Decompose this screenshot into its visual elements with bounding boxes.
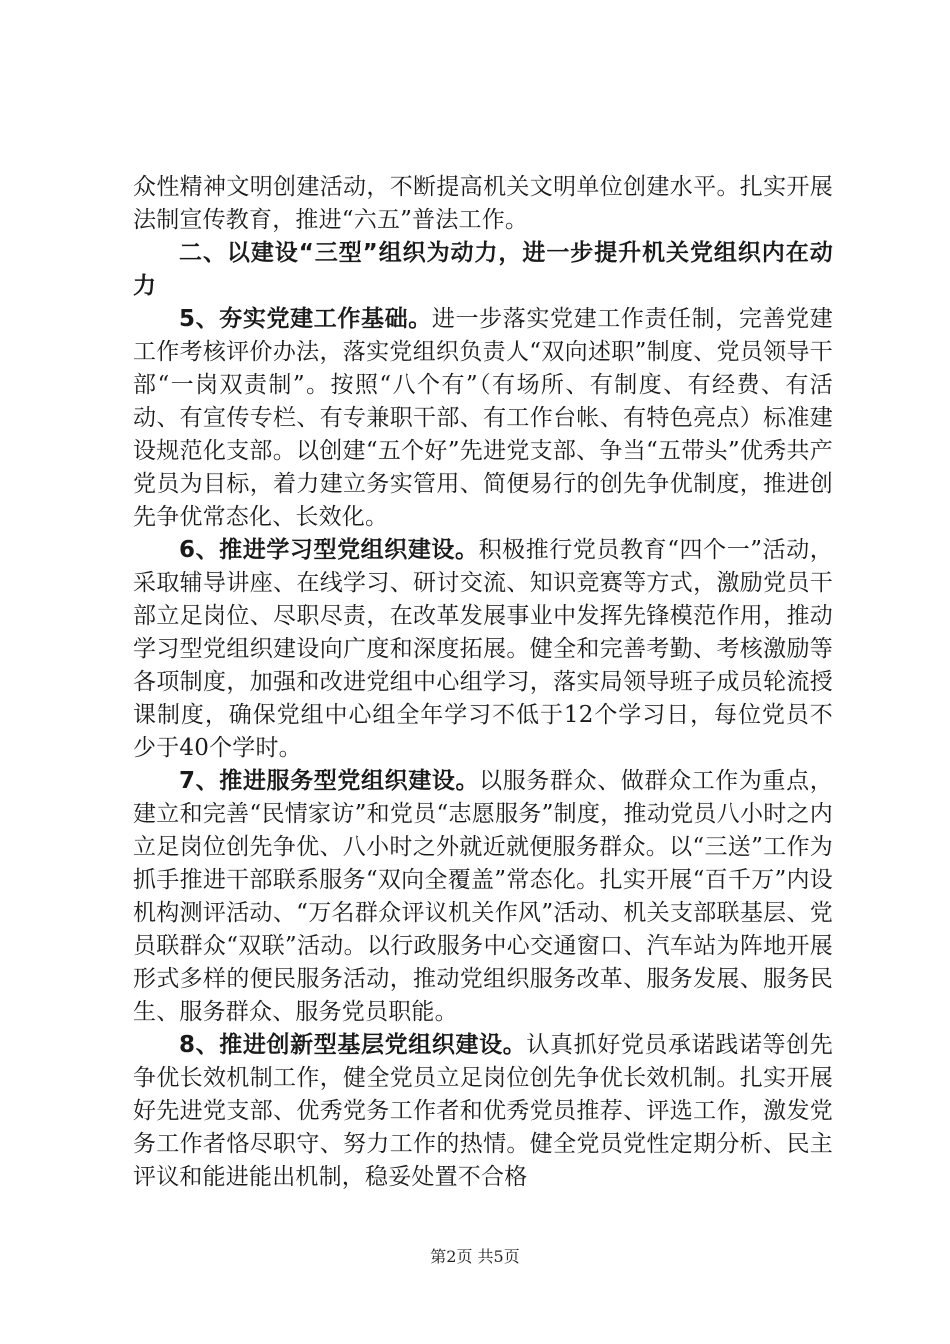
page-footer: 第2页 共5页 [430, 1247, 520, 1266]
paragraph-text: 众性精神文明创建活动，不断提高机关文明单位创建水平。扎实开展法制宣传教育，推进“六五”普法工作。 [133, 174, 833, 233]
paragraph-item-5 [133, 303, 833, 534]
paragraph-continuation [133, 171, 833, 237]
paragraph-lead: 6、推进学习型党组织建设。 [179, 537, 479, 563]
document-body [133, 171, 833, 1194]
section-heading: 二、以建设“三型”组织为动力，进一步提升机关党组织内在动力 [133, 240, 833, 299]
paragraph-item-7 [133, 765, 833, 1029]
paragraph-item-8 [133, 1029, 833, 1194]
paragraph-lead: 7、推进服务型党组织建设。 [179, 768, 480, 794]
paragraph-text: 以服务群众、做群众工作为重点，建立和完善“民情家访”和党员“志愿服务”制度，推动党员八小时之内立足岗位创先争优、八小时之外就近就便服务群众。以“三送”工作为抓手推进干部联系服务“双向全覆盖”常态化。扎实开展“百千万”内设机构测评活动、“万名群众评议机关作风”活动、机关支部联基层、党员联群众“双联”活动。以行政服务中心交通窗口、汽车站为阵地开展形式多样的便民服务活动，推动党组织服务改革、服务发展、服务民生、服务群众、服务党员职能。 [133, 768, 833, 1025]
paragraph-text: 进一步落实党建工作责任制，完善党建工作考核评价办法，落实党组织负责人“双向述职”制度、党员领导干部“一岗双责制”。按照“八个有”（有场所、有制度、有经费、有活动、有宣传专栏、有专兼职干部、有工作台帐、有特色亮点）标准建设规范化支部。以创建“五个好”先进党支部、争当“五带头”优秀共产党员为目标，着力建立务实管用、简便易行的创先争优制度，推进创先争优常态化、长效化。 [133, 306, 833, 530]
paragraph-text: 积极推行党员教育“四个一”活动，采取辅导讲座、在线学习、研讨交流、知识竞赛等方式，激励党员干部立足岗位、尽职尽责，在改革发展事业中发挥先锋模范作用，推动学习型党组织建设向广度和深度拓展。健全和完善考勤、考核激励等各项制度，加强和改进党组中心组学习，落实局领导班子成员轮流授课制度，确保党组中心组全年学习不低于12个学习日，每位党员不少于40个学时。 [133, 537, 833, 761]
paragraph-text: 认真抓好党员承诺践诺等创先争优长效机制工作，健全党员立足岗位创先争优长效机制。扎实开展好先进党支部、优秀党务工作者和优秀党员推荐、评选工作，激发党务工作者恪尽职守、努力工作的热情。健全党员党性定期分析、民主评议和能进能出机制，稳妥处置不合格 [133, 1032, 833, 1190]
paragraph-item-6 [133, 534, 833, 765]
paragraph-lead: 5、夯实党建工作基础。 [179, 306, 432, 332]
paragraph-lead: 8、推进创新型基层党组织建设。 [179, 1032, 527, 1058]
